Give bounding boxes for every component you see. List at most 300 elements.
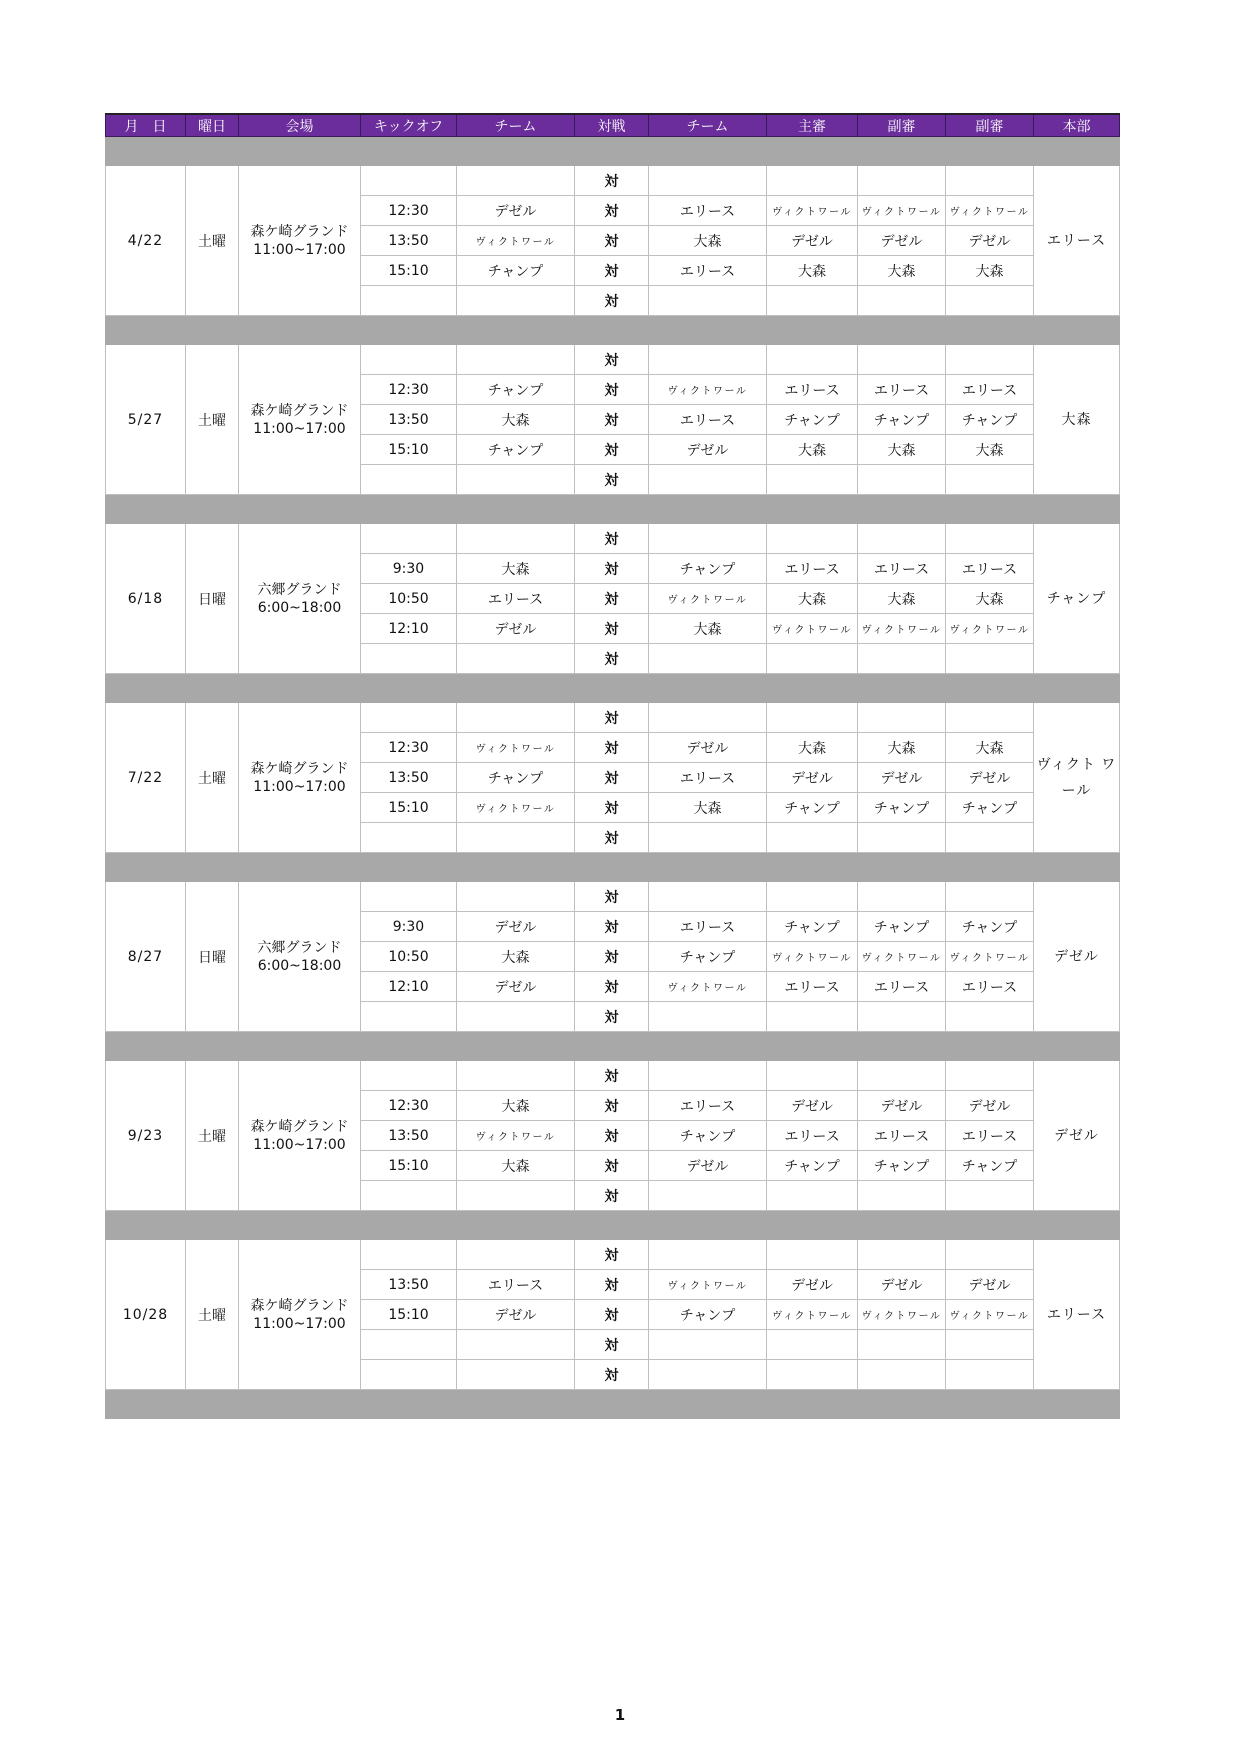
vs-label: 対 <box>575 733 649 763</box>
assistant-referee-2 <box>946 823 1034 853</box>
kickoff-time <box>361 882 457 912</box>
team-away: ヴィクトワール <box>649 972 767 1002</box>
separator-cell <box>239 674 361 703</box>
kickoff-time <box>361 1061 457 1091</box>
team-home <box>457 286 575 316</box>
separator-cell <box>239 495 361 524</box>
match-venue <box>239 882 361 1032</box>
vs-label: 対 <box>575 1330 649 1360</box>
referee <box>767 823 858 853</box>
separator-cell <box>186 137 239 166</box>
separator-cell <box>457 137 575 166</box>
venue-hours: 11:00~17:00 <box>253 241 346 258</box>
vs-label: 対 <box>575 1002 649 1032</box>
venue-name: 森ケ崎グランド <box>250 402 349 419</box>
separator-cell <box>239 137 361 166</box>
assistant-referee-2: デゼル <box>946 763 1034 793</box>
header-match: 対戦 <box>575 114 649 137</box>
match-row <box>106 1061 1120 1091</box>
vs-label: 対 <box>575 1151 649 1181</box>
assistant-referee-1 <box>858 465 946 495</box>
assistant-referee-1 <box>858 345 946 375</box>
referee: エリース <box>767 972 858 1002</box>
separator-cell <box>858 1390 946 1419</box>
vs-label: 対 <box>575 1061 649 1091</box>
assistant-referee-2: エリース <box>946 554 1034 584</box>
separator-cell <box>767 1211 858 1240</box>
separator-cell <box>186 316 239 345</box>
separator-cell <box>1034 495 1120 524</box>
assistant-referee-1 <box>858 1240 946 1270</box>
assistant-referee-2: チャンプ <box>946 1151 1034 1181</box>
referee: デゼル <box>767 1091 858 1121</box>
separator-cell <box>946 1211 1034 1240</box>
referee: ヴィクトワール <box>767 196 858 226</box>
header-kickoff: キックオフ <box>361 114 457 137</box>
separator-cell <box>649 1032 767 1061</box>
kickoff-time: 13:50 <box>361 405 457 435</box>
assistant-referee-2 <box>946 644 1034 674</box>
team-home <box>457 1181 575 1211</box>
assistant-referee-1 <box>858 644 946 674</box>
kickoff-time <box>361 465 457 495</box>
assistant-referee-1: エリース <box>858 554 946 584</box>
team-away <box>649 1240 767 1270</box>
separator-cell <box>457 495 575 524</box>
assistant-referee-1: エリース <box>858 1121 946 1151</box>
referee: チャンプ <box>767 1151 858 1181</box>
assistant-referee-1: チャンプ <box>858 793 946 823</box>
match-row <box>106 882 1120 912</box>
assistant-referee-1: チャンプ <box>858 1151 946 1181</box>
separator-cell <box>1034 674 1120 703</box>
team-home: チャンプ <box>457 256 575 286</box>
assistant-referee-2: デゼル <box>946 226 1034 256</box>
assistant-referee-2: 大森 <box>946 733 1034 763</box>
vs-label: 対 <box>575 912 649 942</box>
referee <box>767 1330 858 1360</box>
team-away: チャンプ <box>649 1121 767 1151</box>
assistant-referee-1: チャンプ <box>858 912 946 942</box>
separator-cell <box>457 316 575 345</box>
match-date: 10/28 <box>106 1240 186 1390</box>
assistant-referee-2 <box>946 1240 1034 1270</box>
team-away: エリース <box>649 405 767 435</box>
team-away: エリース <box>649 763 767 793</box>
referee <box>767 644 858 674</box>
vs-label: 対 <box>575 793 649 823</box>
referee <box>767 1061 858 1091</box>
assistant-referee-2 <box>946 286 1034 316</box>
vs-label: 対 <box>575 465 649 495</box>
team-home <box>457 1240 575 1270</box>
team-away <box>649 465 767 495</box>
team-home <box>457 465 575 495</box>
assistant-referee-1 <box>858 286 946 316</box>
vs-label: 対 <box>575 942 649 972</box>
separator-cell <box>457 1032 575 1061</box>
separator-cell <box>575 137 649 166</box>
headquarters-team: デゼル <box>1034 882 1120 1032</box>
separator-cell <box>767 316 858 345</box>
referee: 大森 <box>767 733 858 763</box>
separator-cell <box>361 1032 457 1061</box>
separator-cell <box>106 853 186 882</box>
assistant-referee-2: デゼル <box>946 1091 1034 1121</box>
assistant-referee-1 <box>858 823 946 853</box>
separator-cell <box>767 674 858 703</box>
match-weekday: 土曜 <box>186 1061 239 1211</box>
separator-cell <box>106 1211 186 1240</box>
separator-cell <box>767 495 858 524</box>
kickoff-time: 13:50 <box>361 1270 457 1300</box>
assistant-referee-1 <box>858 703 946 733</box>
team-away <box>649 286 767 316</box>
team-home: ヴィクトワール <box>457 226 575 256</box>
assistant-referee-2 <box>946 1360 1034 1390</box>
referee: チャンプ <box>767 912 858 942</box>
separator-cell <box>858 137 946 166</box>
separator-cell <box>858 1211 946 1240</box>
separator-cell <box>1034 137 1120 166</box>
separator-cell <box>239 316 361 345</box>
referee: エリース <box>767 1121 858 1151</box>
team-away: 大森 <box>649 614 767 644</box>
kickoff-time: 13:50 <box>361 226 457 256</box>
separator-cell <box>575 1390 649 1419</box>
kickoff-time <box>361 345 457 375</box>
separator-cell <box>946 853 1034 882</box>
venue-name: 六郷グランド <box>257 939 342 956</box>
separator-cell <box>361 674 457 703</box>
match-venue <box>239 1061 361 1211</box>
venue-hours: 11:00~17:00 <box>253 778 346 795</box>
vs-label: 対 <box>575 524 649 554</box>
assistant-referee-1: 大森 <box>858 733 946 763</box>
separator-cell <box>575 853 649 882</box>
kickoff-time <box>361 1002 457 1032</box>
separator-cell <box>361 853 457 882</box>
team-away: チャンプ <box>649 1300 767 1330</box>
referee: エリース <box>767 554 858 584</box>
match-weekday: 日曜 <box>186 882 239 1032</box>
team-away: ヴィクトワール <box>649 375 767 405</box>
assistant-referee-2: エリース <box>946 972 1034 1002</box>
vs-label: 対 <box>575 882 649 912</box>
referee <box>767 1181 858 1211</box>
header-row <box>106 114 1120 137</box>
assistant-referee-1: ヴィクトワール <box>858 614 946 644</box>
page-number: 1 <box>614 1706 626 1724</box>
header-hq: 本部 <box>1034 114 1120 137</box>
assistant-referee-1: ヴィクトワール <box>858 1300 946 1330</box>
match-weekday: 土曜 <box>186 1240 239 1390</box>
vs-label: 対 <box>575 644 649 674</box>
team-home <box>457 524 575 554</box>
kickoff-time <box>361 644 457 674</box>
separator-cell <box>946 316 1034 345</box>
team-home <box>457 823 575 853</box>
referee: デゼル <box>767 763 858 793</box>
referee: デゼル <box>767 1270 858 1300</box>
assistant-referee-1: デゼル <box>858 226 946 256</box>
assistant-referee-2: ヴィクトワール <box>946 942 1034 972</box>
separator-cell <box>858 674 946 703</box>
header-assistant-1: 副審 <box>858 114 946 137</box>
referee <box>767 1002 858 1032</box>
kickoff-time <box>361 823 457 853</box>
separator-cell <box>575 495 649 524</box>
team-away <box>649 166 767 196</box>
team-away: エリース <box>649 912 767 942</box>
match-date: 4/22 <box>106 166 186 316</box>
vs-label: 対 <box>575 1300 649 1330</box>
team-home: デゼル <box>457 972 575 1002</box>
assistant-referee-2 <box>946 524 1034 554</box>
separator-row <box>106 674 1120 703</box>
team-away: デゼル <box>649 435 767 465</box>
header-venue: 会場 <box>239 114 361 137</box>
kickoff-time: 12:10 <box>361 614 457 644</box>
team-home <box>457 644 575 674</box>
referee: ヴィクトワール <box>767 614 858 644</box>
venue-name: 森ケ崎グランド <box>250 1297 349 1314</box>
match-venue <box>239 345 361 495</box>
separator-cell <box>575 674 649 703</box>
vs-label: 対 <box>575 554 649 584</box>
assistant-referee-1: チャンプ <box>858 405 946 435</box>
team-away <box>649 644 767 674</box>
kickoff-time: 12:30 <box>361 733 457 763</box>
assistant-referee-2: チャンプ <box>946 405 1034 435</box>
vs-label: 対 <box>575 1181 649 1211</box>
venue-hours: 6:00~18:00 <box>257 957 342 974</box>
match-venue <box>239 1240 361 1390</box>
kickoff-time: 10:50 <box>361 584 457 614</box>
match-venue <box>239 703 361 853</box>
assistant-referee-2 <box>946 703 1034 733</box>
separator-cell <box>106 316 186 345</box>
referee <box>767 882 858 912</box>
vs-label: 対 <box>575 286 649 316</box>
separator-cell <box>186 1211 239 1240</box>
referee: ヴィクトワール <box>767 942 858 972</box>
vs-label: 対 <box>575 166 649 196</box>
separator-cell <box>361 1211 457 1240</box>
team-home: チャンプ <box>457 763 575 793</box>
vs-label: 対 <box>575 226 649 256</box>
separator-cell <box>186 1390 239 1419</box>
referee: 大森 <box>767 584 858 614</box>
referee: チャンプ <box>767 405 858 435</box>
team-home: デゼル <box>457 614 575 644</box>
match-row <box>106 166 1120 196</box>
match-date: 5/27 <box>106 345 186 495</box>
referee <box>767 703 858 733</box>
team-away <box>649 882 767 912</box>
assistant-referee-2 <box>946 1002 1034 1032</box>
headquarters-team: チャンプ <box>1034 524 1120 674</box>
team-home <box>457 1061 575 1091</box>
assistant-referee-1: デゼル <box>858 1091 946 1121</box>
referee <box>767 345 858 375</box>
separator-cell <box>239 1211 361 1240</box>
team-away: デゼル <box>649 1151 767 1181</box>
separator-row <box>106 316 1120 345</box>
referee: 大森 <box>767 256 858 286</box>
team-away: チャンプ <box>649 554 767 584</box>
separator-cell <box>946 137 1034 166</box>
separator-cell <box>186 674 239 703</box>
referee <box>767 1240 858 1270</box>
separator-cell <box>649 1390 767 1419</box>
kickoff-time: 13:50 <box>361 763 457 793</box>
separator-cell <box>858 853 946 882</box>
separator-cell <box>649 495 767 524</box>
separator-cell <box>1034 1032 1120 1061</box>
kickoff-time <box>361 286 457 316</box>
vs-label: 対 <box>575 584 649 614</box>
separator-cell <box>106 495 186 524</box>
assistant-referee-1: エリース <box>858 972 946 1002</box>
referee: 大森 <box>767 435 858 465</box>
kickoff-time <box>361 703 457 733</box>
separator-cell <box>575 1211 649 1240</box>
assistant-referee-2: ヴィクトワール <box>946 614 1034 644</box>
kickoff-time: 15:10 <box>361 435 457 465</box>
team-away <box>649 524 767 554</box>
match-date: 8/27 <box>106 882 186 1032</box>
match-row <box>106 524 1120 554</box>
venue-hours: 11:00~17:00 <box>253 1315 346 1332</box>
team-home <box>457 1002 575 1032</box>
kickoff-time: 12:30 <box>361 196 457 226</box>
headquarters-team: エリース <box>1034 1240 1120 1390</box>
separator-row <box>106 1211 1120 1240</box>
referee <box>767 1360 858 1390</box>
venue-hours: 11:00~17:00 <box>253 420 346 437</box>
kickoff-time: 15:10 <box>361 793 457 823</box>
team-home: エリース <box>457 584 575 614</box>
assistant-referee-2: エリース <box>946 1121 1034 1151</box>
referee: デゼル <box>767 226 858 256</box>
team-home: チャンプ <box>457 435 575 465</box>
assistant-referee-2: 大森 <box>946 435 1034 465</box>
vs-label: 対 <box>575 1091 649 1121</box>
separator-cell <box>186 1032 239 1061</box>
venue-name: 森ケ崎グランド <box>250 223 349 240</box>
vs-label: 対 <box>575 823 649 853</box>
vs-label: 対 <box>575 256 649 286</box>
separator-cell <box>1034 853 1120 882</box>
vs-label: 対 <box>575 345 649 375</box>
kickoff-time: 15:10 <box>361 1300 457 1330</box>
separator-cell <box>186 853 239 882</box>
referee: エリース <box>767 375 858 405</box>
separator-cell <box>239 1390 361 1419</box>
team-away <box>649 823 767 853</box>
kickoff-time: 13:50 <box>361 1121 457 1151</box>
separator-cell <box>575 316 649 345</box>
kickoff-time <box>361 524 457 554</box>
venue-hours: 6:00~18:00 <box>257 599 342 616</box>
team-away: エリース <box>649 256 767 286</box>
separator-cell <box>767 1390 858 1419</box>
separator-cell <box>575 1032 649 1061</box>
separator-cell <box>361 137 457 166</box>
assistant-referee-1 <box>858 1360 946 1390</box>
assistant-referee-1 <box>858 524 946 554</box>
separator-row <box>106 495 1120 524</box>
separator-cell <box>457 1211 575 1240</box>
team-away: 大森 <box>649 226 767 256</box>
assistant-referee-1 <box>858 1330 946 1360</box>
match-date: 6/18 <box>106 524 186 674</box>
assistant-referee-1 <box>858 1181 946 1211</box>
assistant-referee-2: エリース <box>946 375 1034 405</box>
team-away <box>649 345 767 375</box>
venue-name: 六郷グランド <box>257 581 342 598</box>
team-away <box>649 1360 767 1390</box>
separator-cell <box>858 495 946 524</box>
match-row <box>106 703 1120 733</box>
separator-cell <box>767 1032 858 1061</box>
match-weekday: 土曜 <box>186 703 239 853</box>
assistant-referee-1: 大森 <box>858 435 946 465</box>
assistant-referee-2 <box>946 345 1034 375</box>
headquarters-team: 大森 <box>1034 345 1120 495</box>
vs-label: 対 <box>575 375 649 405</box>
team-home <box>457 703 575 733</box>
separator-row <box>106 1032 1120 1061</box>
kickoff-time: 12:10 <box>361 972 457 1002</box>
match-row <box>106 345 1120 375</box>
venue-name: 森ケ崎グランド <box>250 1118 349 1135</box>
match-weekday: 土曜 <box>186 345 239 495</box>
kickoff-time <box>361 1240 457 1270</box>
separator-cell <box>106 674 186 703</box>
separator-cell <box>239 853 361 882</box>
team-home <box>457 1360 575 1390</box>
assistant-referee-2: チャンプ <box>946 793 1034 823</box>
assistant-referee-2: 大森 <box>946 256 1034 286</box>
assistant-referee-1: デゼル <box>858 763 946 793</box>
team-home <box>457 166 575 196</box>
assistant-referee-2: ヴィクトワール <box>946 196 1034 226</box>
referee <box>767 166 858 196</box>
assistant-referee-1: エリース <box>858 375 946 405</box>
match-row <box>106 1240 1120 1270</box>
vs-label: 対 <box>575 763 649 793</box>
separator-cell <box>649 316 767 345</box>
assistant-referee-1 <box>858 166 946 196</box>
assistant-referee-1: 大森 <box>858 256 946 286</box>
team-away: デゼル <box>649 733 767 763</box>
separator-cell <box>946 1390 1034 1419</box>
assistant-referee-2 <box>946 166 1034 196</box>
team-home: 大森 <box>457 405 575 435</box>
separator-cell <box>361 1390 457 1419</box>
assistant-referee-2: ヴィクトワール <box>946 1300 1034 1330</box>
schedule-table <box>105 113 1120 1419</box>
vs-label: 対 <box>575 435 649 465</box>
kickoff-time <box>361 1181 457 1211</box>
vs-label: 対 <box>575 1360 649 1390</box>
assistant-referee-1 <box>858 1061 946 1091</box>
separator-row <box>106 137 1120 166</box>
referee: ヴィクトワール <box>767 1300 858 1330</box>
kickoff-time: 9:30 <box>361 912 457 942</box>
